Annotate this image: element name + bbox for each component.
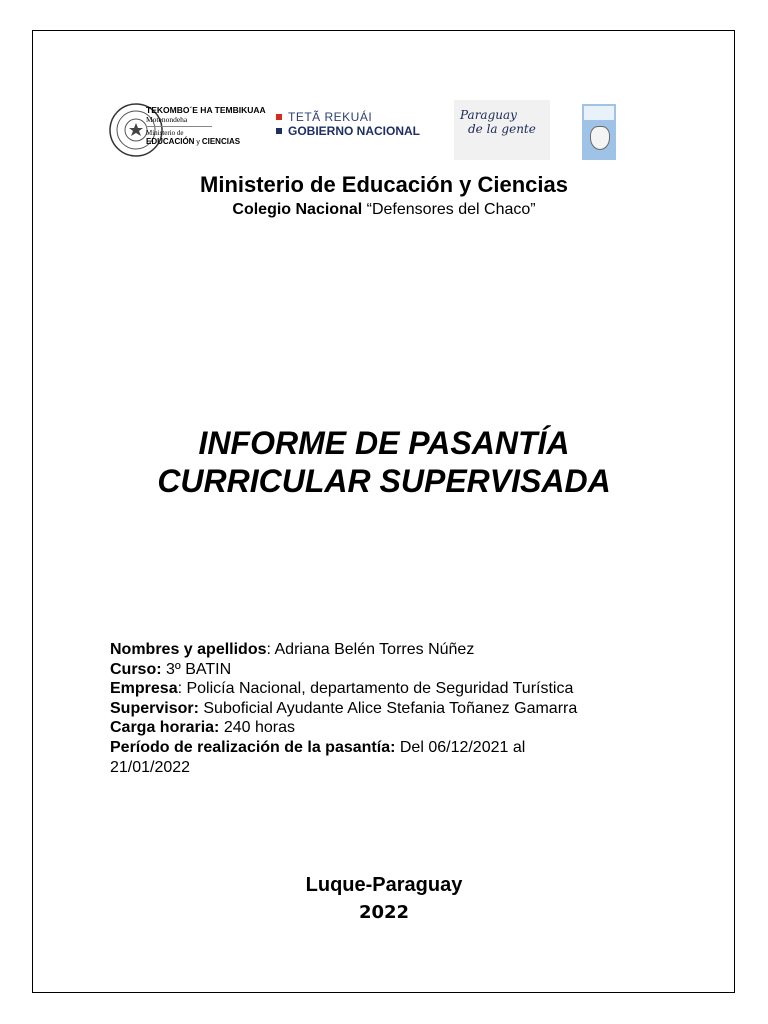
- title-line-2: CURRICULAR SUPERVISADA: [157, 463, 611, 499]
- mec-education: EDUCACIÓN: [146, 137, 195, 146]
- company-value: : Policía Nacional, departamento de Seguridad Turística: [177, 680, 574, 698]
- mec-divider: [146, 126, 212, 127]
- ministry-heading: Ministerio de Educación y Ciencias: [200, 172, 568, 197]
- course-label: Curso:: [110, 660, 162, 678]
- detail-period-end: 21/01/2022: [110, 758, 191, 776]
- detail-names: [110, 640, 670, 660]
- detail-course: [110, 660, 670, 680]
- school-name: “Defensores del Chaco”: [366, 201, 536, 218]
- year-label: 2022: [358, 902, 410, 923]
- government-logo: [276, 110, 446, 144]
- school-emblem-band: [584, 106, 614, 120]
- detail-hours: [110, 718, 670, 738]
- logo-strip: [106, 98, 616, 164]
- pdg-line1: Paraguay: [460, 108, 517, 122]
- report-title: [0, 424, 768, 500]
- mec-sciences: CIENCIAS: [201, 137, 241, 146]
- mec-motto: TEKOMBO´E HA TEMBIKUAA: [146, 105, 266, 115]
- course-value: 3º BATIN: [161, 660, 232, 678]
- student-details: [110, 640, 670, 777]
- school-heading: [0, 201, 768, 219]
- mec-ministry-label: Ministerio de: [146, 129, 184, 137]
- names-value: : Adriana Belén Torres Núñez: [266, 641, 475, 658]
- period-value: Del 06/12/2021 al: [395, 738, 526, 756]
- mec-subtitle: Motenondeha: [146, 115, 188, 124]
- detail-period: [110, 738, 670, 758]
- red-square-icon: [276, 114, 282, 120]
- names-label: Nombres y apellidos: [110, 641, 267, 658]
- school-emblem: [582, 104, 616, 160]
- detail-supervisor: [110, 699, 670, 719]
- blue-square-icon: [276, 128, 282, 134]
- school-prefix: Colegio Nacional: [232, 201, 367, 218]
- hours-label: Carga horaria:: [110, 719, 220, 737]
- gob-tagline: TETÃ REKUÁI: [288, 110, 373, 124]
- paraguay-de-la-gente-logo: [454, 100, 550, 160]
- period-label: Período de realización de la pasantía:: [110, 738, 396, 756]
- supervisor-label: Supervisor:: [110, 699, 199, 717]
- supervisor-value: Suboficial Ayudante Alice Stefania Toñanez Gamarra: [198, 699, 578, 717]
- city-label: Luque-Paraguay: [305, 874, 463, 896]
- company-label: Empresa: [110, 680, 178, 698]
- detail-company: [110, 679, 670, 699]
- school-shield-icon: [590, 126, 610, 150]
- mec-ministry-name: [146, 137, 258, 147]
- mec-and: y: [194, 139, 202, 146]
- gob-name: GOBIERNO NACIONAL: [288, 124, 420, 138]
- mec-logo: [106, 100, 266, 162]
- hours-value: 240 horas: [219, 719, 295, 737]
- title-line-1: INFORME DE PASANTÍA: [198, 425, 570, 461]
- pdg-line2: de la gente: [468, 122, 536, 136]
